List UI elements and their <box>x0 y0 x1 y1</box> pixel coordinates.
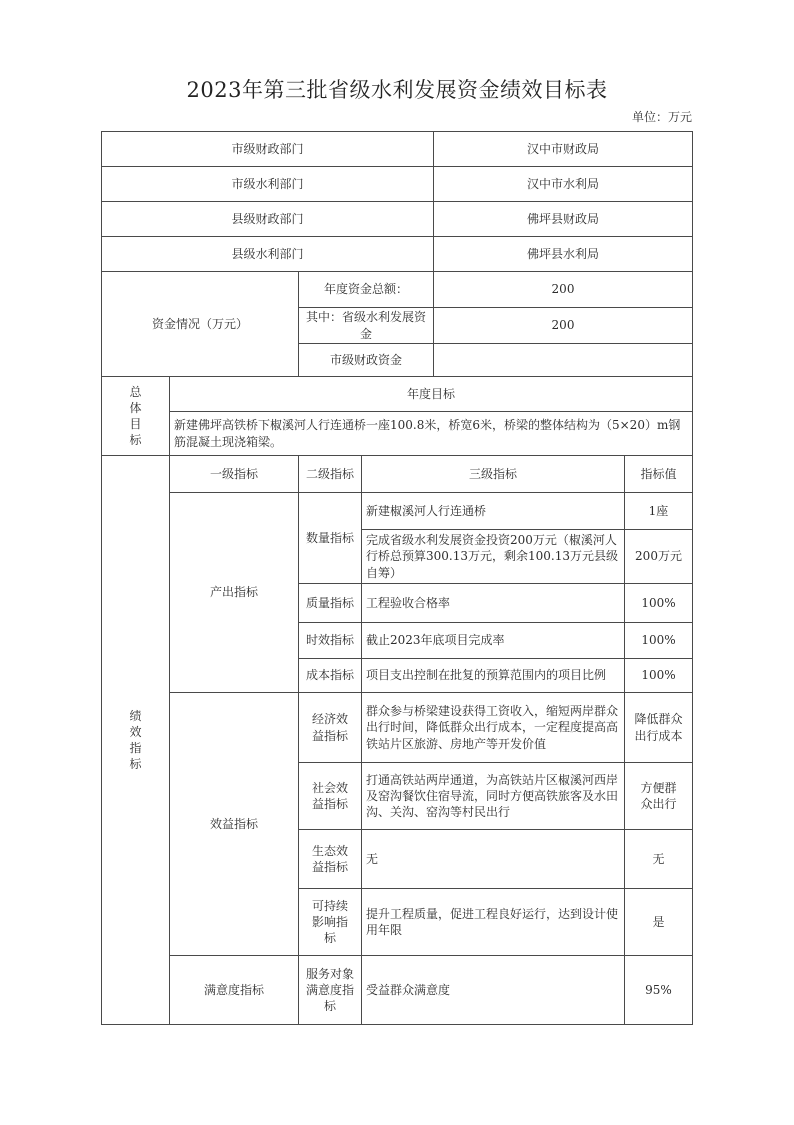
info-label-county-water: 县级水利部门 <box>101 236 434 272</box>
col-value-header: 指标值 <box>624 455 693 493</box>
cost-value: 100% <box>624 658 693 693</box>
info-value-city-finance: 汉中市财政局 <box>433 131 693 167</box>
q1-text: 新建椒溪河人行连通桥 <box>361 492 625 530</box>
sustain-value: 是 <box>624 888 693 956</box>
benefit-indicator-label: 效益指标 <box>169 692 299 956</box>
funds-total-value: 200 <box>433 271 693 308</box>
service-indicator-label: 服务对象满意度指标 <box>298 955 362 1025</box>
col-level3-header: 三级指标 <box>361 455 625 493</box>
info-value-county-finance: 佛坪县财政局 <box>433 201 693 237</box>
service-value: 95% <box>624 955 693 1025</box>
cost-indicator-label: 成本指标 <box>298 658 362 693</box>
social-value: 方便群众出行 <box>624 762 693 830</box>
satisfaction-indicator-label: 满意度指标 <box>169 955 299 1025</box>
time-text: 截止2023年底项目完成率 <box>361 622 625 659</box>
overall-label: 总体目标 <box>101 376 170 456</box>
sustain-text: 提升工程质量，促进工程良好运行，达到设计使用年限 <box>361 888 625 956</box>
econ-indicator-label: 经济效益指标 <box>298 692 362 763</box>
eco-text: 无 <box>361 829 625 889</box>
funds-provincial-label: 其中：省级水利发展资金 <box>298 307 434 344</box>
info-value-city-water: 汉中市水利局 <box>433 166 693 202</box>
quality-indicator-label: 质量指标 <box>298 583 362 623</box>
info-value-county-water: 佛坪县水利局 <box>433 236 693 272</box>
q2-text: 完成省级水利发展资金投资200万元（椒溪河人行桥总预算300.13万元，剩余100.13万元县级自筹） <box>361 529 625 584</box>
social-text: 打通高铁站两岸通道，为高铁站片区椒溪河西岸及窑沟餐饮住宿导流，同时方便高铁旅客及水田沟、关沟、窑沟等村民出行 <box>361 762 625 830</box>
cost-text: 项目支出控制在批复的预算范围内的项目比例 <box>361 658 625 693</box>
page-title: 2023年第三批省级水利发展资金绩效目标表 <box>186 78 608 102</box>
quantity-indicator-label: 数量指标 <box>298 492 362 584</box>
info-label-city-finance: 市级财政部门 <box>101 131 434 167</box>
funds-city-label: 市级财政资金 <box>298 343 434 377</box>
funds-provincial-value: 200 <box>433 307 693 344</box>
time-indicator-label: 时效指标 <box>298 622 362 659</box>
social-indicator-label: 社会效益指标 <box>298 762 362 830</box>
eco-value: 无 <box>624 829 693 889</box>
funds-city-value <box>433 343 693 377</box>
info-label-county-finance: 县级财政部门 <box>101 201 434 237</box>
sustain-indicator-label: 可持续影响指标 <box>298 888 362 956</box>
col-level1-header: 一级指标 <box>169 455 299 493</box>
overall-text: 新建佛坪高铁桥下椒溪河人行连通桥一座100.8米，桥宽6米，桥梁的整体结构为（5×20）m钢筋混凝土现浇箱梁。 <box>169 411 693 456</box>
funds-label: 资金情况（万元） <box>101 271 299 377</box>
unit-label: 单位：万元 <box>631 110 692 124</box>
quality-value: 100% <box>624 583 693 623</box>
quality-text: 工程验收合格率 <box>361 583 625 623</box>
service-text: 受益群众满意度 <box>361 955 625 1025</box>
q2-value: 200万元 <box>624 529 693 584</box>
eco-indicator-label: 生态效益指标 <box>298 829 362 889</box>
q1-value: 1座 <box>624 492 693 530</box>
time-value: 100% <box>624 622 693 659</box>
info-label-city-water: 市级水利部门 <box>101 166 434 202</box>
funds-total-label: 年度资金总额： <box>298 271 434 308</box>
output-indicator-label: 产出指标 <box>169 492 299 693</box>
perf-label: 绩效指标 <box>101 455 170 1025</box>
col-level2-header: 二级指标 <box>298 455 362 493</box>
econ-value: 降低群众出行成本 <box>624 692 693 763</box>
econ-text: 群众参与桥梁建设获得工资收入，缩短两岸群众出行时间，降低群众出行成本，一定程度提高高铁站片区旅游、房地产等开发价值 <box>361 692 625 763</box>
overall-header: 年度目标 <box>169 376 693 412</box>
